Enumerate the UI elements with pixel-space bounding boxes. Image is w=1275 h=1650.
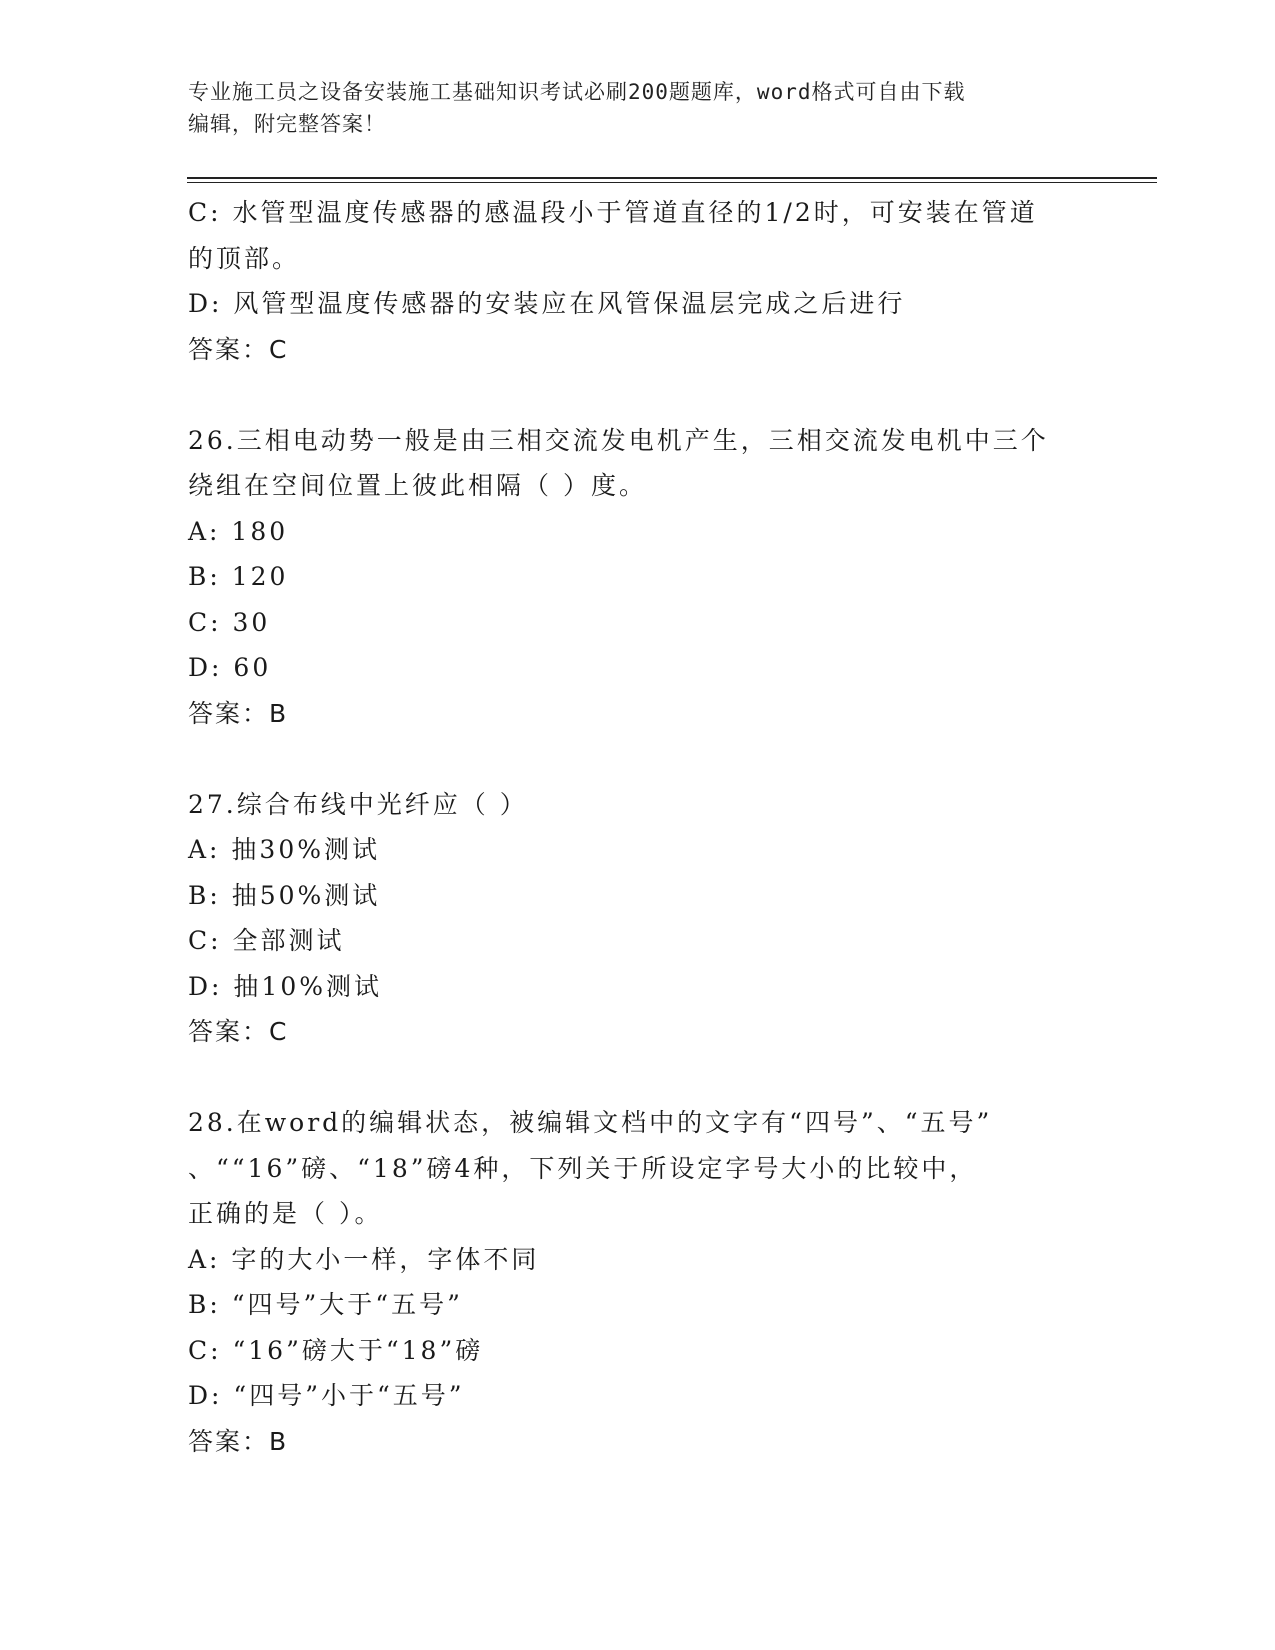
question-28 — [188, 1100, 1088, 1464]
option-a: A: 抽30%测试 — [188, 835, 380, 864]
question-25-tail — [188, 190, 1088, 372]
answer: 答案：B — [188, 1426, 289, 1456]
question-26 — [188, 418, 1088, 737]
option-c: C: “16”磅大于“18”磅 — [188, 1335, 484, 1365]
option-a: A: 180 — [188, 516, 289, 546]
question-stem-line-3: 正确的是（ ）。 — [188, 1199, 383, 1228]
answer: 答案：B — [188, 698, 289, 728]
option-b: B: “四号”大于“五号” — [188, 1290, 463, 1319]
spacer — [188, 372, 1088, 418]
option-b: B: 抽50%测试 — [188, 880, 381, 910]
option-d: D: 风管型温度传感器的安装应在风管保温层完成之后进行 — [188, 289, 906, 318]
question-stem-line-1: 26.三相电动势一般是由三相交流发电机产生，三相交流发电机中三个 — [188, 425, 1049, 455]
option-a: A: 字的大小一样，字体不同 — [188, 1244, 540, 1274]
answer: 答案：C — [188, 1017, 289, 1046]
option-d: D: “四号”小于“五号” — [188, 1381, 465, 1410]
spacer — [188, 736, 1088, 782]
option-d: D: 60 — [188, 653, 272, 682]
header-divider-thick — [187, 177, 1157, 179]
header-divider-thin — [187, 182, 1157, 183]
option-b: B: 120 — [188, 562, 289, 591]
question-stem-line-1: 28.在word的编辑状态，被编辑文档中的文字有“四号”、“五号” — [188, 1108, 993, 1137]
question-stem-line-1: 27.综合布线中光纤应（ ） — [188, 789, 528, 819]
question-27 — [188, 782, 1088, 1055]
question-stem-line-2: 绕组在空间位置上彼此相隔（ ）度。 — [188, 471, 647, 500]
option-c-line-2: 的顶部。 — [188, 243, 301, 273]
spacer — [188, 1055, 1088, 1101]
option-c-line-1: C: 水管型温度传感器的感温段小于管道直径的1/2时，可安装在管道 — [188, 198, 1038, 227]
option-c: C: 全部测试 — [188, 926, 345, 955]
answer: 答案：C — [188, 334, 289, 364]
question-stem-line-2: 、““16”磅、“18”磅4种，下列关于所设定字号大小的比较中， — [188, 1153, 978, 1183]
option-d: D: 抽10%测试 — [188, 971, 382, 1001]
question-content — [188, 190, 1088, 1464]
header-title-line-2: 编辑，附完整答案！ — [188, 112, 386, 136]
option-c: C: 30 — [188, 607, 271, 637]
document-header — [188, 76, 1078, 140]
header-title-line-1: 专业施工员之设备安装施工基础知识考试必刷200题题库，word格式可自由下载 — [188, 80, 966, 104]
